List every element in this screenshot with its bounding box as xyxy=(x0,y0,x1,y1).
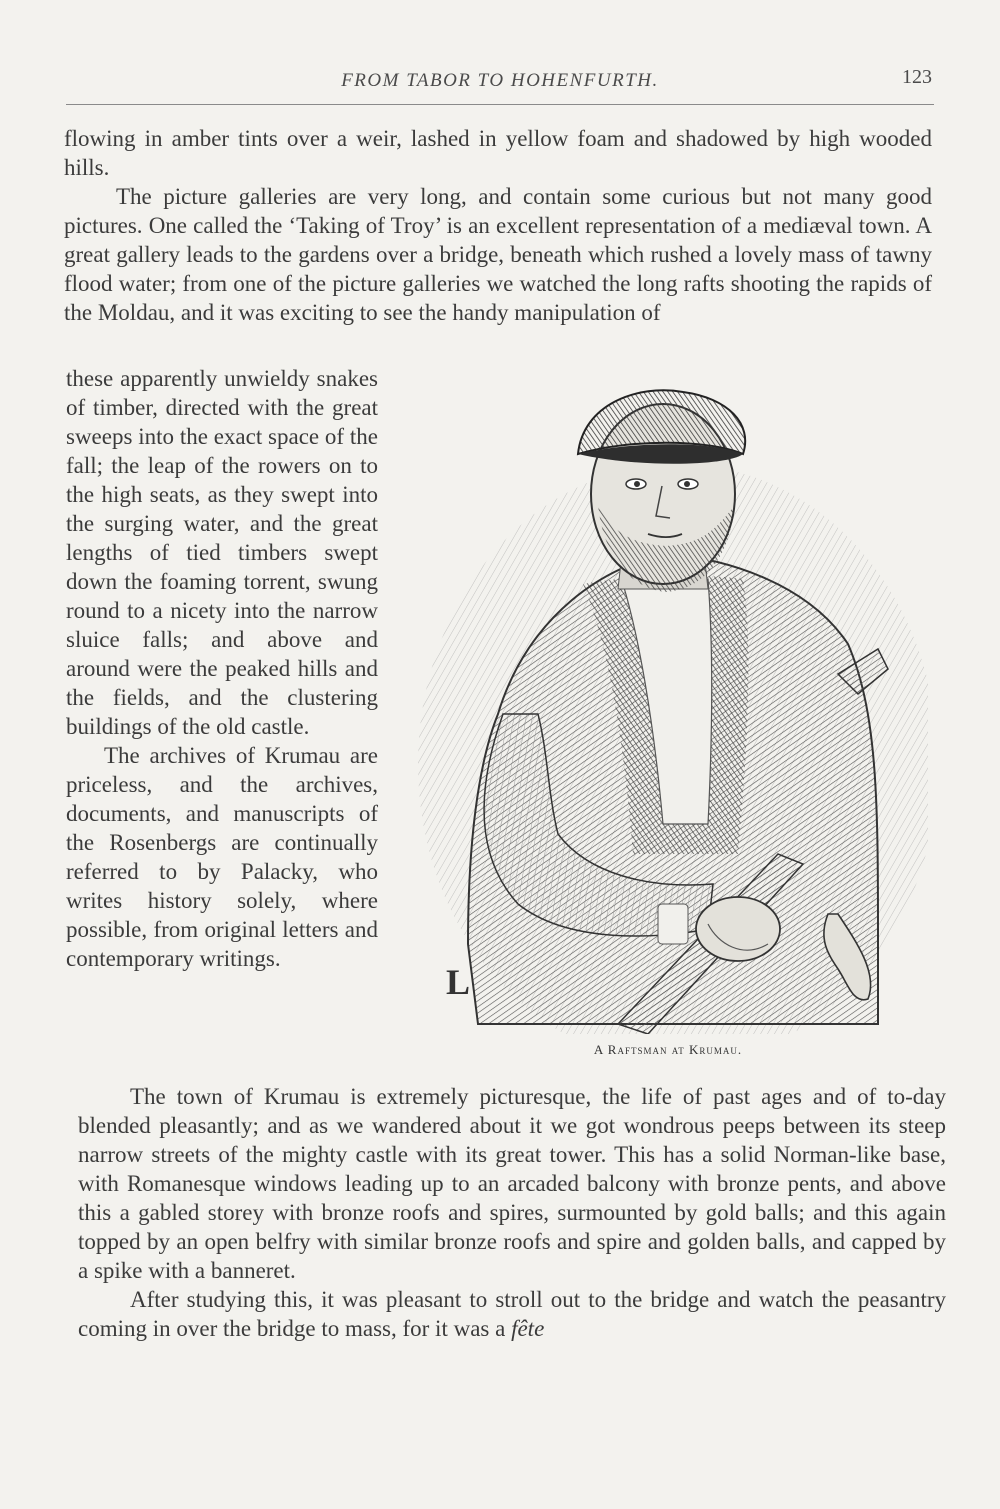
paragraph-archives: The archives of Krumau are priceless, and the archives, documents, and manuscripts of the Rosenbergs are continually referred to by Palacky, who writes history solely, where possible, from original letters and contemporary writings. xyxy=(66,743,378,971)
figure-caption: A Raftsman at Krumau. xyxy=(593,1042,743,1057)
running-head xyxy=(0,66,1000,96)
bottom-text-block xyxy=(78,1082,946,1343)
paragraph-picture-galleries: The picture galleries are very long, and contain some curious but not many good pictures. One called the ‘Taking of Troy’ is an excellent representation of a mediæval town. A great gallery leads to the gardens over a bridge, beneath which rushed a lovely mass of tawny flood water; from one of the picture galleries we watched the long rafts shooting the rapids of the Moldau, and it was exciting to see the handy manipulation of xyxy=(64,184,932,325)
paragraph-bridge-text: After studying this, it was pleasant to stroll out to the bridge and watch the peasantry coming in over the bridge to mass, for it was a xyxy=(78,1287,946,1341)
paragraph-krumau-town: The town of Krumau is extremely picturesque, the life of past ages and of to-day blended pleasantly; and as we wandered about it we got wondrous peeps between its steep narrow streets of the mighty castle with its great tower. This has a solid Norman-like base, with Romanesque windows leading up to an arcaded balcony with bronze pents, and above this a gabled storey with bronze roofs and spires, surmounted by gold balls; and this again topped by an open belfry with similar bronze roofs and spire and golden balls, and capped by a spike with a banneret. xyxy=(78,1084,946,1283)
header-rule xyxy=(66,104,934,105)
raftsman-engraving xyxy=(408,384,928,1034)
paragraph-bridge-italic: fête xyxy=(511,1316,545,1341)
paragraph-continued: flowing in amber tints over a weir, lashed in yellow foam and shadowed by high wooded hills. xyxy=(64,126,932,180)
artist-monogram: L xyxy=(446,962,471,1002)
running-title: FROM TABOR TO HOHENFURTH. xyxy=(341,70,659,91)
page-number: 123 xyxy=(902,66,932,88)
illustration-raftsman xyxy=(408,384,928,1064)
top-text-block xyxy=(64,124,932,327)
paragraph-rafts: these apparently unwieldy snakes of timber, directed with the great sweeps into the exact space of the fall; the leap of the rowers on to the high seats, as they swept into the surging water, and the great lengths of tied timbers swept down the foaming torrent, swung round to a nicety into the narrow sluice falls; and above and around were the peaked hills and the fields, and the clustering buildings of the old castle. xyxy=(66,366,378,739)
paragraph-bridge xyxy=(78,1285,946,1343)
left-column-text xyxy=(66,364,378,973)
